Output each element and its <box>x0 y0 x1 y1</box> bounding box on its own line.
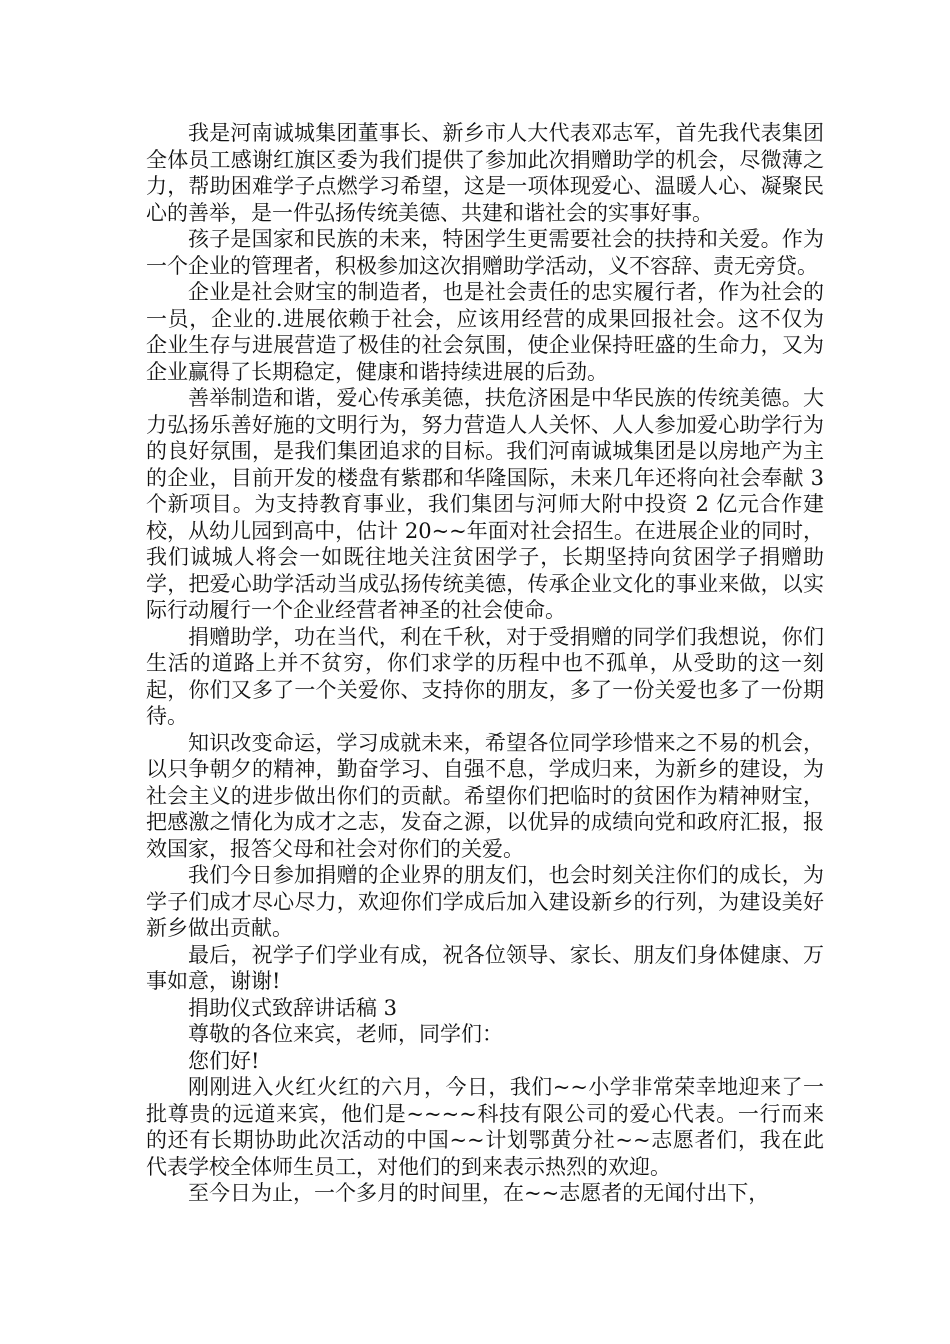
section-heading: 捐助仪式致辞讲话稿 3 <box>188 995 398 1020</box>
paragraph: 企业是社会财宝的制造者，也是社会责任的忠实履行者，作为社会的一员，企业的.进展依赖于社会，应该用经营的成果回报社会。这不仅为企业生存与进展营造了极佳的社会氛围，使企业保持旺盛的生命力，又为企业赢得了长期稳定，健康和谐持续进展的后劲。 <box>146 280 824 384</box>
paragraph: 刚刚进入火红火红的六月，今日，我们~~小学非常荣幸地迎来了一批尊贵的远道来宾，他们是~~~~科技有限公司的爱心代表。一行而来的还有长期协助此次活动的中国~~计划鄂黄分社~~志愿者们，我在此代表学校全体师生员工，对他们的到来表示热烈的欢迎。 <box>146 1075 824 1179</box>
greeting: 您们好! <box>188 1048 260 1073</box>
paragraph: 最后，祝学子们学业有成，祝各位领导、家长、朋友们身体健康、万事如意，谢谢! <box>146 942 824 993</box>
paragraph: 我是河南诚城集团董事长、新乡市人大代表邓志军，首先我代表集团全体员工感谢红旗区委为我们提供了参加此次捐赠助学的机会，尽微薄之力，帮助困难学子点燃学习希望，这是一项体现爱心、温暖人心、凝聚民心的善举，是一件弘扬传统美德、共建和谐社会的实事好事。 <box>146 121 824 225</box>
paragraph: 我们今日参加捐赠的企业界的朋友们，也会时刻关注你们的成长，为学子们成才尽心尽力，欢迎你们学成后加入建设新乡的行列，为建设美好新乡做出贡献。 <box>146 863 824 940</box>
paragraph: 善举制造和谐，爱心传承美德，扶危济困是中华民族的传统美德。大力弘扬乐善好施的文明行为，努力营造人人关怀、人人参加爱心助学行为的良好氛围，是我们集团追求的目标。我们河南诚城集团是以房地产为主的企业，目前开发的楼盘有紫郡和华隆国际，未来几年还将向社会奉献 3 个新项目。为支持教育事业，我们集团与河师大附中投资 2 亿元合作建校，从幼儿园到高中，估计 20~~年面对社会招生。在进展企业的同时，我们诚城人将会一如既往地关注贫困学子，长期坚持向贫困学子捐赠助学，把爱心助学活动当成弘扬传统美德，传承企业文化的事业来做，以实际行动履行一个企业经营者神圣的社会使命。 <box>146 386 824 622</box>
paragraph: 至今日为止，一个多月的时间里，在~~志愿者的无闻付出下， <box>188 1181 770 1205</box>
salutation: 尊敬的各位来宾，老师，同学们： <box>188 1022 503 1046</box>
document-body <box>146 120 824 1207</box>
paragraph: 孩子是国家和民族的未来，特困学生更需要社会的扶持和关爱。作为一个企业的管理者，积极参加这次捐赠助学活动，义不容辞、责无旁贷。 <box>146 227 824 278</box>
paragraph: 捐赠助学，功在当代，利在千秋，对于受捐赠的同学们我想说，你们生活的道路上并不贫穷，你们求学的历程中也不孤单，从受助的这一刻起，你们又多了一个关爱你、支持你的朋友，多了一份关爱也多了一份期待。 <box>146 624 824 728</box>
paragraph: 知识改变命运，学习成就未来，希望各位同学珍惜来之不易的机会，以只争朝夕的精神，勤奋学习、自强不息，学成归来，为新乡的建设，为社会主义的进步做出你们的贡献。希望你们把临时的贫困作为精神财宝，把感激之情化为成才之志，发奋之源，以优异的成绩向党和政府汇报，报效国家，报答父母和社会对你们的关爱。 <box>146 730 824 861</box>
